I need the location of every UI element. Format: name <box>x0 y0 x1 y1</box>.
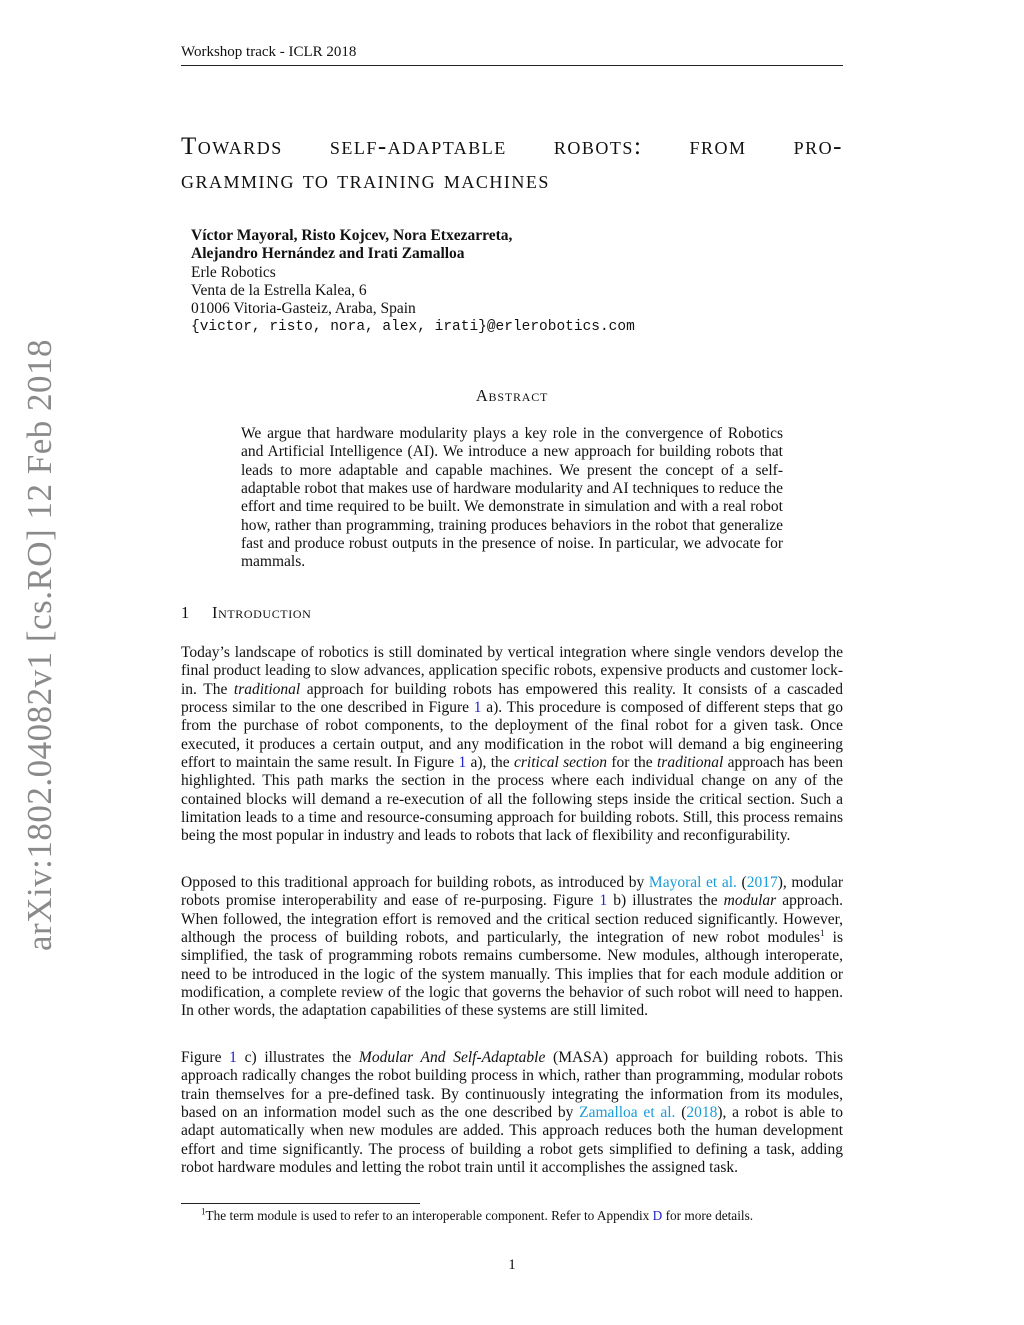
citation-link[interactable]: Zamalloa et al. <box>579 1104 676 1122</box>
text-run: ( <box>675 1104 687 1122</box>
citation-link[interactable]: 2017 <box>746 874 778 891</box>
title-line-2: gramming to training machines <box>181 167 550 194</box>
text-run: a). This procedure is composed of different steps that go from the purchase of robot components, to the deployment of the final robot for a given task. Once executed, it produces a certain output, and any modification in the robot will demand a big engineering effort to maintain the same result. In Figure <box>181 699 843 772</box>
arxiv-identifier: arXiv:1802.04082v1 [cs.RO] 12 Feb 2018 <box>20 338 59 952</box>
figure-reference-link[interactable]: 1 <box>599 892 608 910</box>
text-run: ( <box>736 874 747 891</box>
figure-reference-link[interactable]: 1 <box>473 699 482 717</box>
emphasis: modular <box>723 892 777 910</box>
address-line-2: 01006 Vitoria-Gasteiz, Araba, Spain <box>191 300 416 318</box>
paragraph <box>181 874 843 1021</box>
footnote-text: The term module is used to refer to an interoperable component. Refer to Appendix <box>205 1208 653 1223</box>
emphasis: critical section <box>514 754 608 772</box>
text-run: ), modular robots promise interoperability and ease of re-purposing. Figure <box>181 874 843 910</box>
text-run: approach. When followed, the integration effort is removed and the critical section reduced significantly. However, although the process of building robots, and particularly, the integration of new robot modules <box>181 892 843 947</box>
title-line-1: Towards self-adaptable robots: from pro- <box>181 133 843 160</box>
section-number: 1 <box>181 603 190 622</box>
text-run: ), a robot is able to adapt automatically when new modules are added. This approach reduces both the human development effort and time significantly. The process of building a robot gets simplified to defining a task, adding robot hardware modules and letting the robot train until it accomplishes the assigned task. <box>181 1104 843 1177</box>
paragraph <box>181 644 843 846</box>
citation-link[interactable]: 2018 <box>686 1104 718 1122</box>
text-run: (MASA) approach for building robots. This approach radically changes the robot building process in which, rather than programming, modular robots train themselves for a pre-defined task. By continuously integrating the information from its modules, based on an information model such as the one described by <box>181 1049 844 1122</box>
text-run: for the <box>607 754 657 772</box>
affiliation: Erle Robotics <box>191 263 276 281</box>
running-header: Workshop track - ICLR 2018 <box>181 44 357 60</box>
author-names-2: Alejandro Hernández and Irati Zamalloa <box>191 245 465 263</box>
figure-reference-link[interactable]: 1 <box>458 754 467 772</box>
abstract-heading: Abstract <box>475 386 549 405</box>
author-block <box>191 227 635 337</box>
footnote <box>181 1208 843 1224</box>
header-rule <box>181 65 843 66</box>
footnote-mark: 1 <box>201 1206 206 1217</box>
section-title: Introduction <box>212 603 312 622</box>
section-heading-introduction <box>181 603 311 623</box>
text-run: c) illustrates the <box>236 1049 359 1066</box>
text-run: is simplified, the task of programming robots remains cumbersome. New modules, although interoperate, need to be introduced in the logic of the system manually. This implies that for each module addition or modification, a complete review of the logic that governs the behavior of such robot will need to happen. In other words, the adaptation capabilities of these systems are still limited. <box>181 929 843 1020</box>
text-run: a), the <box>466 754 515 772</box>
text-run: approach for building robots has empowered this reality. It consists of a cascaded process similar to the one described in Figure <box>181 680 843 717</box>
text-run: Opposed to this traditional approach for building robots, as introduced by <box>181 874 649 891</box>
emphasis: traditional <box>233 680 301 698</box>
page-number: 1 <box>508 1257 516 1273</box>
address-line-1: Venta de la Estrella Kalea, 6 <box>191 281 367 299</box>
abstract-text: We argue that hardware modularity plays a key role in the convergence of Robotics and Artificial Intelligence (AI). We introduce a new approach for building robots that leads to more adaptable and capable machines. We present the concept of a self-adaptable robot that makes use of hardware modularity and AI techniques to reduce the effort and time required to be built. We demonstrate in simulation and with a real robot how, rather than programming, training produces behaviors in the robot that generalize fast and produce robust outputs in the presence of noise. In particular, we advocate for mammals. <box>241 425 783 571</box>
text-run: approach has been highlighted. This path marks the section in the process where each individual change on any of the contained blocks will demand a re-execution of all the following steps inside the critical section. Such a limitation leads to a time and resource-consuming approach for building robots. Still, this process remains being the most popular in industry and leads to robots that lack of flexibility and reconfigurability. <box>181 754 843 845</box>
paper-title <box>181 130 843 198</box>
author-emails: {victor, risto, nora, alex, irati}@erlerobotics.com <box>191 319 635 336</box>
footnote-rule <box>181 1203 420 1204</box>
appendix-link[interactable]: D <box>652 1208 663 1223</box>
text-run: Today’s landscape of robotics is still dominated by vertical integration where single vendors develop the final product leading to slow advances, application specific robots, expensive products and customer lock-in. The <box>181 644 843 698</box>
figure-reference-link[interactable]: 1 <box>229 1049 237 1066</box>
emphasis: traditional <box>656 754 724 772</box>
text-run: b) illustrates the <box>607 892 724 910</box>
text-run: Figure <box>181 1049 230 1066</box>
footnote-marker[interactable]: 1 <box>820 927 825 938</box>
emphasis: Modular And Self-Adaptable <box>358 1049 546 1066</box>
footnote-text-end: for more details. <box>662 1208 754 1223</box>
citation-link[interactable]: Mayoral et al. <box>648 874 737 891</box>
author-names-1: Víctor Mayoral, Risto Kojcev, Nora Etxezarreta, <box>191 227 513 244</box>
paragraph <box>181 1049 843 1177</box>
